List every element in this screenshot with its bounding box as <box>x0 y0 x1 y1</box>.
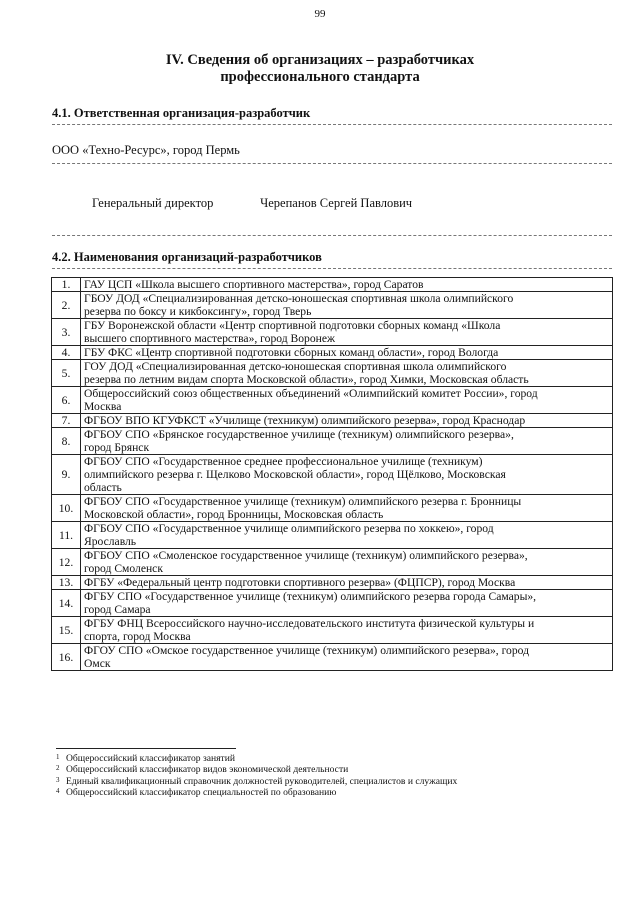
row-number: 5. <box>52 360 81 387</box>
signature-divider <box>52 235 612 236</box>
organization-name-line: ГОУ ДОД «Специализированная детско-юношеская спортивная школа олимпийского <box>84 360 507 373</box>
section-title <box>0 52 640 86</box>
row-number: 2. <box>52 292 81 319</box>
row-number: 13. <box>52 576 81 590</box>
footnote <box>56 764 457 775</box>
footnote-text: Общероссийский классификатор занятий <box>66 753 236 764</box>
table-row <box>52 428 613 455</box>
row-number: 7. <box>52 414 81 428</box>
table-row <box>52 576 613 590</box>
section-title-line2: профессионального стандарта <box>220 69 420 85</box>
row-number: 10. <box>52 495 81 522</box>
organization-name <box>81 319 613 346</box>
organization-name-line: спорта, город Москва <box>84 630 191 643</box>
footnote-text: Общероссийский классификатор видов экономической деятельности <box>66 764 349 776</box>
footnote-divider <box>56 748 236 749</box>
organization-name-line: резерва по боксу и кикбоксингу», город Тверь <box>84 305 312 318</box>
organization-name-line: ГАУ ЦСП «Школа высшего спортивного мастерства», город Саратов <box>84 278 424 291</box>
organization-name-line: город Самара <box>84 603 151 616</box>
organization-name <box>81 428 613 455</box>
row-number: 9. <box>52 455 81 495</box>
signatory-position: Генеральный директор <box>92 196 214 210</box>
footnote-mark: 1 <box>56 753 60 761</box>
organization-name-line: ФГБОУ СПО «Государственное училище олимпийского резерва по хоккею», город <box>84 522 494 535</box>
organization-name-line: ФГБОУ СПО «Брянское государственное училище (техникум) олимпийского резерва», <box>84 428 514 441</box>
table-row <box>52 549 613 576</box>
row-number: 8. <box>52 428 81 455</box>
row-number: 14. <box>52 590 81 617</box>
footnotes <box>56 753 457 798</box>
organization-name-line: ГБОУ ДОД «Специализированная детско-юношеская спортивная школа олимпийского <box>84 292 514 305</box>
row-number: 15. <box>52 617 81 644</box>
organization-name-line: ФГБОУ ВПО КГУФКСТ «Училище (техникум) олимпийского резерва», город Краснодар <box>84 414 526 427</box>
table-row <box>52 522 613 549</box>
footnote <box>56 776 457 787</box>
organization-name-line: ФГБОУ СПО «Государственное среднее профессиональное училище (техникум) <box>84 455 483 468</box>
footnote-text: Единый квалификационный справочник должностей руководителей, специалистов и служащих <box>66 775 458 787</box>
developers-table-body <box>52 278 613 671</box>
organization-name <box>81 387 613 414</box>
footnote <box>56 753 457 764</box>
organization-name-line: ГБУ ФКС «Центр спортивной подготовки сборных команд области», город Вологда <box>84 346 499 359</box>
organization-name-line: олимпийского резерва г. Щелково Московской области», город Щёлково, Московская <box>84 468 506 481</box>
organization-name-line: ФГБОУ СПО «Государственное училище (техникум) олимпийского резерва г. Бронницы <box>84 495 522 508</box>
organization-name-line: высшего спортивного мастерства», город Воронеж <box>84 332 335 345</box>
page-number: 99 <box>314 8 326 20</box>
organization-name <box>81 576 613 590</box>
developers-table <box>51 277 613 671</box>
organization-name-line: ФГОУ СПО «Омское государственное училище (техникум) олимпийского резерва», город <box>84 644 530 657</box>
organization-name-line: ФГБУ «Федеральный центр подготовки спортивного резерва» (ФЦПСР), город Москва <box>84 576 516 589</box>
developers-heading-divider <box>52 268 612 269</box>
heading-divider <box>52 124 612 125</box>
organization-name-line: Ярославль <box>84 535 137 548</box>
organization-name <box>81 292 613 319</box>
organization-name <box>81 346 613 360</box>
organization-name-line: резерва по летним видам спорта Московской области», город Химки, Московская область <box>84 373 529 386</box>
table-row <box>52 590 613 617</box>
organization-name <box>81 549 613 576</box>
organization-name <box>81 278 613 292</box>
responsible-org-heading: 4.1. Ответственная организация-разработчик <box>52 106 311 120</box>
organization-name-line: ГБУ Воронежской области «Центр спортивной подготовки сборных команд «Школа <box>84 319 501 332</box>
footnote <box>56 787 457 798</box>
organization-name <box>81 414 613 428</box>
signatory-name: Черепанов Сергей Павлович <box>260 196 413 210</box>
footnote-text: Общероссийский классификатор специальностей по образованию <box>66 786 337 798</box>
table-row <box>52 644 613 671</box>
row-number: 11. <box>52 522 81 549</box>
row-number: 16. <box>52 644 81 671</box>
table-row <box>52 292 613 319</box>
organization-name <box>81 522 613 549</box>
responsible-organization: ООО «Техно-Ресурс», город Пермь <box>52 143 240 157</box>
organization-name <box>81 455 613 495</box>
section-title-line1: IV. Сведения об организациях – разработчиках <box>165 52 475 68</box>
footnote-mark: 4 <box>56 786 60 795</box>
organization-name-line: город Брянск <box>84 441 150 454</box>
organization-name-line: Общероссийский союз общественных объединений «Олимпийский комитет России», город <box>84 387 538 400</box>
organization-name <box>81 644 613 671</box>
organization-name <box>81 360 613 387</box>
organization-name-line: Москва <box>84 400 122 413</box>
table-row <box>52 278 613 292</box>
organization-name-line: ФГБУ СПО «Государственное училище (техникум) олимпийского резерва города Самары», <box>84 590 537 603</box>
organization-name-line: Омск <box>84 657 111 670</box>
row-number: 4. <box>52 346 81 360</box>
footnote-mark: 3 <box>56 775 60 784</box>
table-row <box>52 387 613 414</box>
organization-name-line: ФГБОУ СПО «Смоленское государственное училище (техникум) олимпийского резерва», <box>84 549 528 562</box>
row-number: 1. <box>52 278 81 292</box>
developers-heading: 4.2. Наименования организаций-разработчиков <box>52 250 322 264</box>
organization-divider <box>52 163 612 164</box>
table-row <box>52 495 613 522</box>
table-row <box>52 617 613 644</box>
table-row <box>52 360 613 387</box>
row-number: 3. <box>52 319 81 346</box>
table-row <box>52 455 613 495</box>
row-number: 12. <box>52 549 81 576</box>
organization-name-line: ФГБУ ФНЦ Всероссийского научно-исследовательского института физической культуры и <box>84 617 535 630</box>
table-row <box>52 414 613 428</box>
footnote-mark: 2 <box>56 764 60 773</box>
organization-name <box>81 590 613 617</box>
organization-name <box>81 495 613 522</box>
organization-name <box>81 617 613 644</box>
organization-name-line: Московской области», город Бронницы, Московская область <box>84 508 384 521</box>
organization-name-line: область <box>84 481 122 494</box>
signature-row <box>92 196 412 211</box>
table-row <box>52 346 613 360</box>
row-number: 6. <box>52 387 81 414</box>
organization-name-line: город Смоленск <box>84 562 163 575</box>
table-row <box>52 319 613 346</box>
